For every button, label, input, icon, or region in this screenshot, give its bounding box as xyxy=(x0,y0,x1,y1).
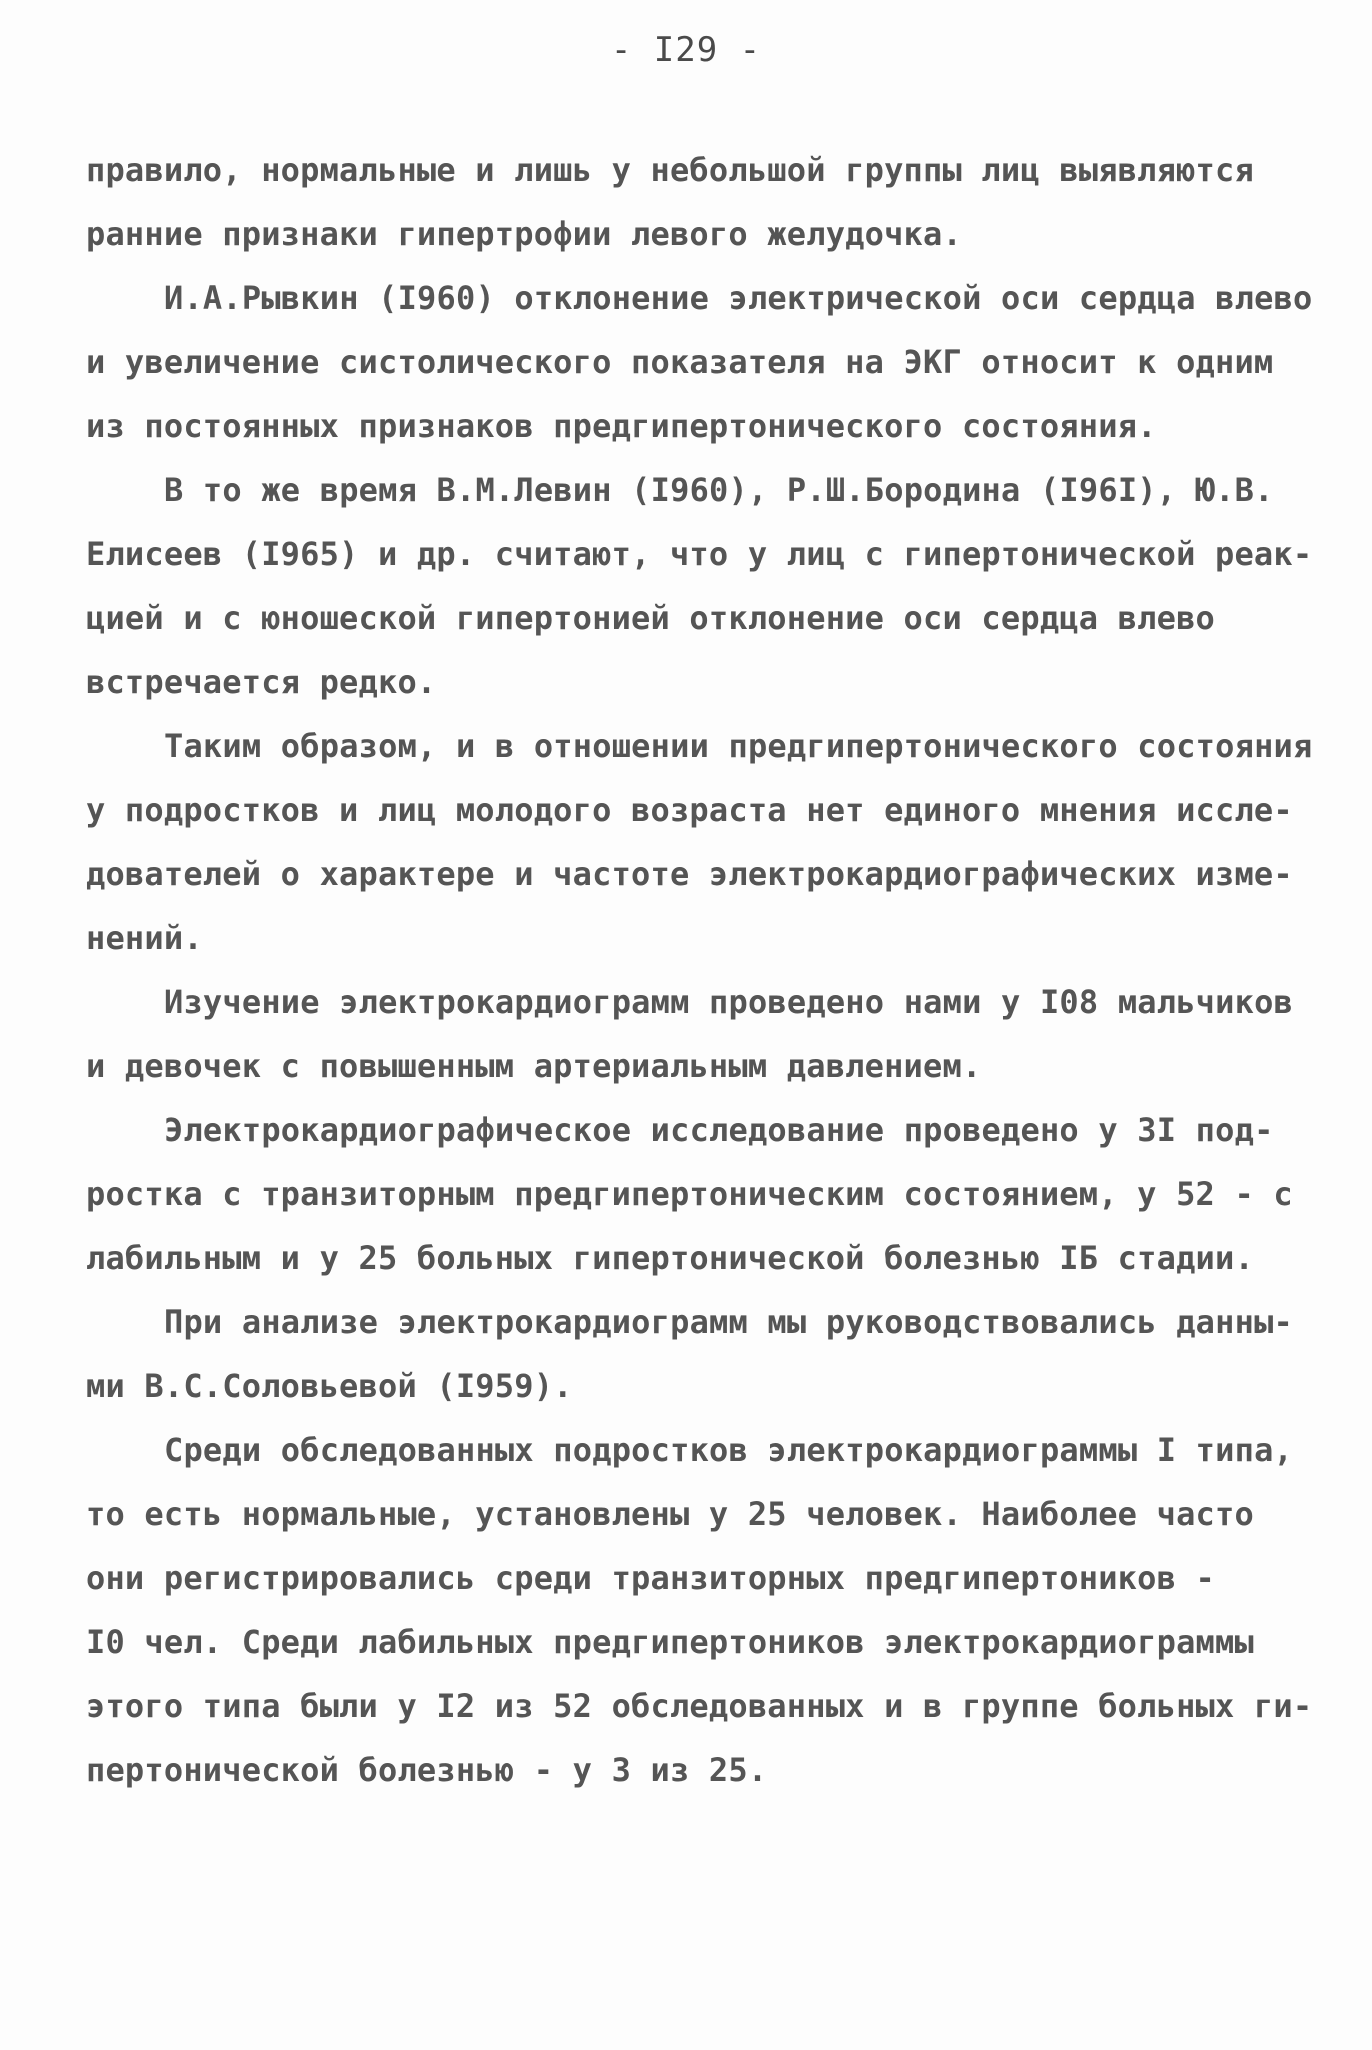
text-line: пертонической болезнью - у 3 из 25. xyxy=(86,1751,768,1789)
page-number: - I29 - xyxy=(610,30,762,70)
text-line: встречается редко. xyxy=(86,663,437,701)
text-line: нений. xyxy=(86,919,203,957)
text-line: цией и с юношеской гипертонией отклонение оси сердца влево xyxy=(86,599,1216,637)
text-line: у подростков и лиц молодого возраста нет единого мнения иссле- xyxy=(86,791,1293,829)
text-line: При анализе электрокардиограмм мы руководствовались данны- xyxy=(164,1303,1294,1341)
text-line: В то же время В.М.Левин (I960), Р.Ш.Бородина (I96I), Ю.В. xyxy=(164,471,1274,509)
text-line: ростка с транзиторным предгипертоническим состоянием, у 52 - с xyxy=(86,1175,1293,1213)
text-line: Среди обследованных подростков электрокардиограммы I типа, xyxy=(164,1431,1294,1469)
text-line: Елисеев (I965) и др. считают, что у лиц с гипертонической реак- xyxy=(86,535,1313,573)
text-line: ранние признаки гипертрофии левого желудочка. xyxy=(86,215,962,253)
text-line: Электрокардиографическое исследование проведено у 3I под- xyxy=(164,1111,1274,1149)
text-line: они регистрировались среди транзиторных предгипертоников - xyxy=(86,1559,1216,1597)
text-line: из постоянных признаков предгипертонического состояния. xyxy=(86,407,1157,445)
text-line: Изучение электрокардиограмм проведено нами у I08 мальчиков xyxy=(164,983,1294,1021)
text-line: и увеличение систолического показателя на ЭКГ относит к одним xyxy=(86,343,1274,381)
text-line: то есть нормальные, установлены у 25 человек. Наиболее часто xyxy=(86,1495,1254,1533)
body-text xyxy=(86,138,1313,1802)
text-line: и девочек с повышенным артериальным давлением. xyxy=(86,1047,982,1085)
text-line: правило, нормальные и лишь у небольшой группы лиц выявляются xyxy=(86,151,1254,189)
text-line: ми В.С.Соловьевой (I959). xyxy=(86,1367,573,1405)
text-line: I0 чел. Среди лабильных предгипертоников электрокардиограммы xyxy=(86,1623,1254,1661)
text-line: дователей о характере и частоте электрокардиографических изме- xyxy=(86,855,1293,893)
text-line: лабильным и у 25 больных гипертонической болезнью IБ стадии. xyxy=(86,1239,1254,1277)
text-line: этого типа были у I2 из 52 обследованных и в группе больных ги- xyxy=(86,1687,1313,1725)
text-line: И.А.Рывкин (I960) отклонение электрической оси сердца влево xyxy=(164,279,1313,317)
text-line: Таким образом, и в отношении предгипертонического состояния xyxy=(164,727,1313,765)
